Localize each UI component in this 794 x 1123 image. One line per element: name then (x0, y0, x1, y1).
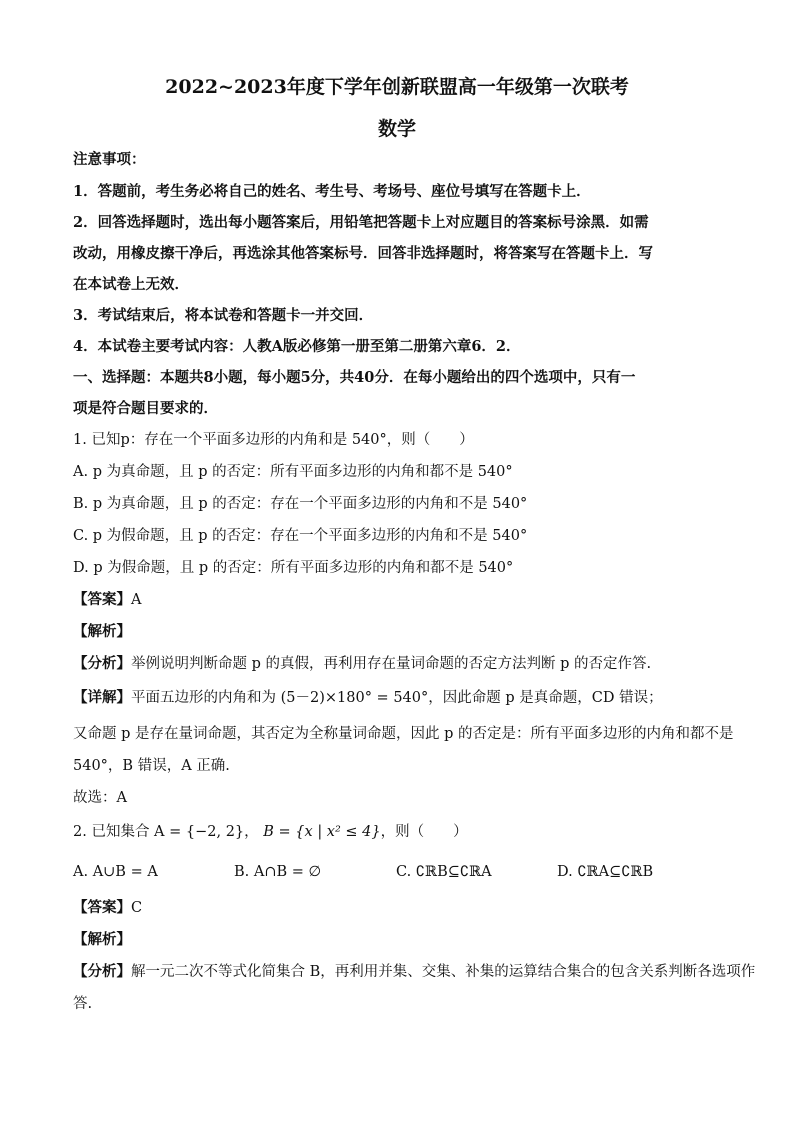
q2-answer (73, 898, 734, 918)
answer-tag: 【答案】 (73, 591, 131, 608)
fenxi-tag: 【分析】 (73, 655, 131, 672)
q1-stem: 1. 已知p：存在一个平面多边形的内角和是 540°，则（ ） (73, 432, 474, 448)
q1-answer (73, 590, 734, 610)
q1-detail (73, 688, 734, 708)
q2-fenxi (73, 962, 756, 982)
q1-detail-2: 又命题 p 是存在量词命题，其否定为全称量词命题，因此 p 的否定是：所有平面多边形的内角和都不是 (73, 726, 734, 742)
q2-fenxi-tag: 【分析】 (73, 963, 131, 980)
detail-text: 平面五边形的内角和为 (5－2)×180° = 540°，因此命题 p 是真命题，CD 错误； (131, 690, 663, 706)
detail-tag: 【详解】 (73, 689, 131, 706)
q1-option-d: D. p 为假命题，且 p 的否定：所有平面多边形的内角和都不是 540° (73, 560, 514, 576)
q1-detail-3: 540°，B 错误，A 正确. (73, 758, 230, 774)
answer-value: A (131, 592, 142, 608)
q2-fenxi-text: 解一元二次不等式化简集合 B，再利用并集、交集、补集的运算结合集合的包含关系判断各选项作 (131, 964, 756, 980)
notice-item-3: 3．考试结束后，将本试卷和答题卡一并交回． (73, 307, 374, 324)
q2-option-b: B. A∩B = ∅ (234, 864, 322, 880)
q1-conclusion: 故选：A (73, 790, 127, 806)
q1-option-a: A. p 为真命题，且 p 的否定：所有平面多边形的内角和都不是 540° (73, 464, 513, 480)
notice-item-2: 2．回答选择题时，选出每小题答案后，用铅笔把答题卡上对应题目的答案标号涂黑．如需 (73, 214, 649, 231)
q1-analysis-tag (73, 622, 734, 642)
notice-item-1: 1．答题前，考生务必将自己的姓名、考生号、考场号、座位号填写在答题卡上． (73, 183, 591, 200)
fenxi-text: 举例说明判断命题 p 的真假，再利用存在量词命题的否定方法判断 p 的否定作答. (131, 656, 652, 672)
q1-option-c: C. p 为假命题，且 p 的否定：存在一个平面多边形的内角和不是 540° (73, 528, 528, 544)
notice-item-4: 4．本试卷主要考试内容：人教A版必修第一册至第二册第六章6．2． (73, 338, 521, 355)
q2-stem-suffix: ，则（ ） (380, 824, 468, 840)
q2-option-d: D. ∁ℝA⊆∁ℝB (557, 864, 654, 880)
exam-title: 2022~2023年度下学年创新联盟高一年级第一次联考 (165, 76, 629, 98)
section-heading: 一、选择题：本题共8小题，每小题5分，共40分．在每小题给出的四个选项中，只有一 (73, 369, 636, 386)
notice-heading: 注意事项： (73, 151, 146, 168)
q2-option-c: C. ∁ℝB⊆∁ℝA (396, 864, 492, 880)
q2-analysis (73, 930, 734, 950)
q2-fenxi-2: 答. (73, 996, 93, 1012)
q1-option-b: B. p 为真命题，且 p 的否定：存在一个平面多边形的内角和不是 540° (73, 496, 528, 512)
q2-set-b: B = {x | x² ≤ 4} (263, 824, 381, 840)
q2-analysis-tag: 【解析】 (73, 931, 131, 948)
analysis-tag: 【解析】 (73, 623, 131, 640)
q2-answer-value: C (131, 900, 143, 916)
section-heading-cont: 项是符合题目要求的． (73, 400, 218, 417)
q2-stem-prefix: 2. 已知集合 A = {−2, 2}， (73, 824, 259, 840)
notice-item-2-end: 在本试卷上无效． (73, 276, 189, 293)
q2-answer-tag: 【答案】 (73, 899, 131, 916)
q2-stem (73, 822, 734, 842)
notice-item-2-cont: 改动，用橡皮擦干净后，再选涂其他答案标号．回答非选择题时，将答案写在答题卡上．写 (73, 245, 653, 262)
subject-title: 数学 (377, 118, 416, 140)
q2-option-a: A. A∪B = A (73, 864, 158, 880)
q1-fenxi (73, 654, 734, 674)
